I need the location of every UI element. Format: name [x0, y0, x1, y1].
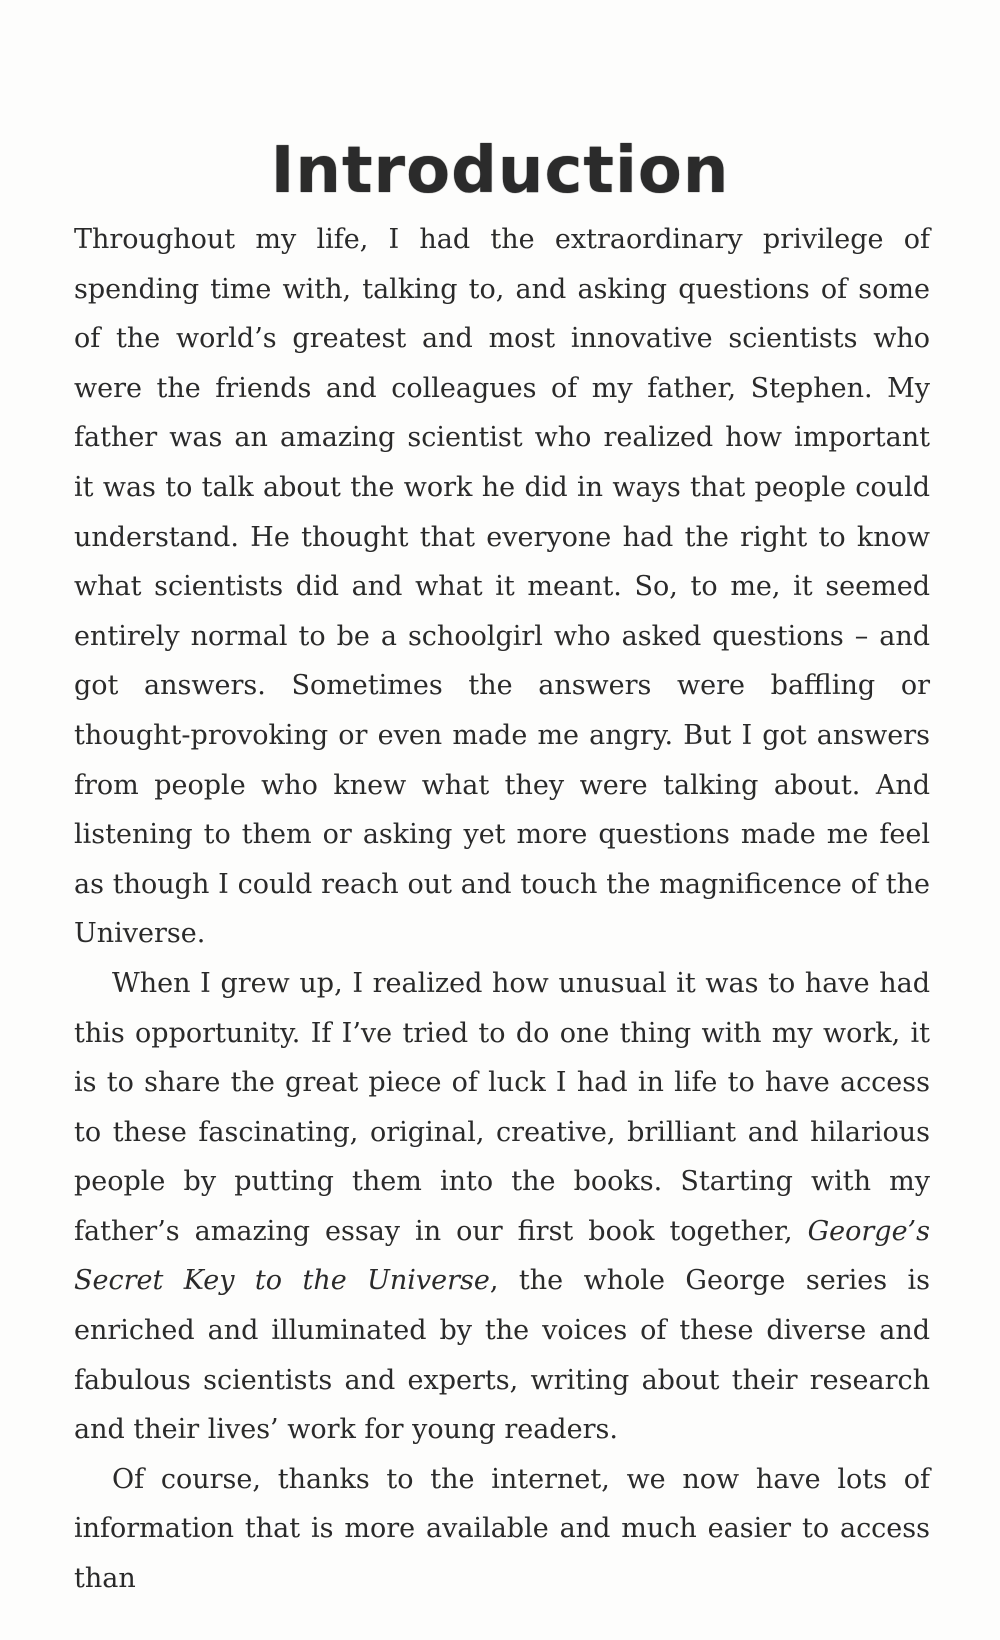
- paragraph-1: Throughout my life, I had the extraordinary privilege of spending time with, talking to, and asking questions of some of the world’s greatest and most innovative scientists who were the friends and colleagues of my father, Stephen. My father was an amazing scientist who realized how important it was to talk about the work he did in ways that people could understand. He thought that everyone had the right to know what scientists did and what it meant. So, to me, it seemed entirely normal to be a schoolgirl who asked questions – and got answers. Sometimes the answers were baffling or thought-provoking or even made me angry. But I got answers from people who knew what they were talking about. And listening to them or asking yet more questions made me feel as though I could reach out and touch the magnificence of the Universe.: [74, 224, 930, 950]
- paragraph-2-text-start: When I grew up, I realized how unusual it was to have had this opportunity. If I’ve tried to do one thing with my work, it is to share the great piece of luck I had in life to have access to these fascinating, original, creative, brilliant and hilarious people by putting them into the books. Starting with my father’s amazing essay in our first book together,: [74, 967, 930, 1247]
- chapter-title: Introduction: [270, 133, 730, 208]
- chapter-body: [74, 215, 930, 1604]
- paragraph-2: [74, 959, 930, 1455]
- book-title-italic: George’s Secret Key to the Universe: [74, 1215, 930, 1297]
- paragraph-3: Of course, thanks to the internet, we now have lots of information that is more available and much easier to access than: [74, 1463, 930, 1595]
- paragraph-2-text-end: , the whole George series is enriched and illuminated by the voices of these diverse and fabulous scientists and experts, writing about their research and their lives’ work for young readers.: [74, 1265, 930, 1446]
